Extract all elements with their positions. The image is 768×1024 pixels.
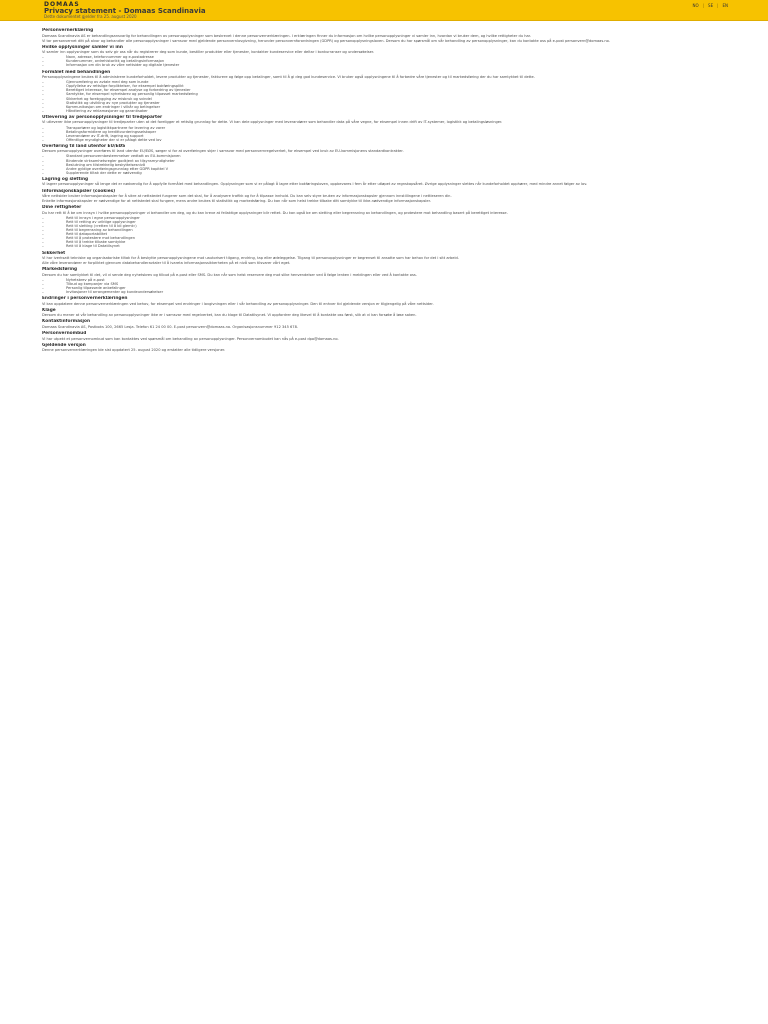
list-item-text: Samtykke, for eksempel nyhetsbrev og personlig tilpasset markedsføring xyxy=(66,92,198,97)
bullet-icon: – xyxy=(42,240,44,245)
document-body xyxy=(42,26,702,1022)
list-item-text: Standard personvernbestemmelser vedtatt av EU-kommisjonen xyxy=(66,154,181,159)
list-item xyxy=(42,63,702,67)
list-item xyxy=(42,109,702,113)
bullet-icon: – xyxy=(42,92,44,97)
paragraph: Alle våre leverandører er forpliktet gjennom databehandleravtaler til å ivareta informasjonssikkerheten på et nivå som tilsvarer vårt eget. xyxy=(42,261,291,266)
list-item xyxy=(42,171,702,175)
bullet-icon: – xyxy=(42,154,44,159)
list-item-text: Supplerende tiltak der dette er nødvendig xyxy=(66,170,142,175)
list-item-text: Bindende virksomhetsregler godkjent av tilsynsmyndigheter xyxy=(66,158,175,163)
section-heading: Markedsføring xyxy=(42,267,78,273)
list-item xyxy=(42,138,702,142)
list-item xyxy=(42,244,702,248)
bullet-icon: – xyxy=(42,290,44,295)
section-heading: Overføring til land utenfor EU/EØS xyxy=(42,143,126,149)
divider: | xyxy=(702,3,705,8)
list-item-text: Rett til å klage til Datatilsynet xyxy=(66,244,120,249)
list-item-text: Andre gyldige overføringsgrunnlag etter GDPR kapittel V xyxy=(66,166,169,171)
section-heading: Formålet med behandlingen xyxy=(42,69,111,75)
page-title: Privacy statement - Domaas Scandinavia xyxy=(44,7,206,15)
brand-logo[interactable]: DOMAAS xyxy=(44,1,80,8)
paragraph: Du har rett til å be om innsyn i hvilke personopplysninger vi behandler om deg, og du kan kreve at feilaktige opplysninger blir rettet. Du kan også be om sletting eller begrensning av behandlingen, og protestere mot behandling basert på berettiget interesse. xyxy=(42,210,508,215)
list-item-text: Leverandører av IT-drift, lagring og support xyxy=(66,133,144,138)
lang-link-en[interactable]: EN xyxy=(722,3,728,8)
bullet-icon: – xyxy=(42,59,44,64)
paragraph: Personopplysningene brukes til å administrere kundeforholdet, levere produkter og tjenester, fakturere og følge opp betalinger, samt til å gi deg god kundeservice. Vi bruker også opplysningene til å forbedre våre tjenester og til markedsføring der du har samtykket til dette. xyxy=(42,75,535,80)
paragraph: Dersom du mener at vår behandling av personopplysninger ikke er i samsvar med regelverket, kan du klage til Datatilsynet. Vi oppfordrer deg likevel til å kontakte oss først, slik at vi kan forsøke å løse saken. xyxy=(42,313,417,318)
bullet-icon: – xyxy=(42,158,44,163)
bullet-icon: – xyxy=(42,281,44,286)
section-heading: Utlevering av personopplysninger til tredjeparter xyxy=(42,114,163,120)
bullet-icon: – xyxy=(42,215,44,220)
bullet-icon: – xyxy=(42,133,44,138)
bullet-icon: – xyxy=(42,55,44,60)
bullet-icon: – xyxy=(42,100,44,105)
list-item-text: Rett til å protestere mot behandlingen xyxy=(66,236,135,241)
paragraph: Denne personvernerklæringen ble sist oppdatert 25. august 2020 og erstatter alle tidligere versjoner. xyxy=(42,348,226,353)
paragraph: Enkelte informasjonskapsler er nødvendige for at nettstedet skal fungere, mens andre brukes til statistikk og markedsføring. Du kan når som helst trekke tilbake ditt samtykke til ikke-nødvendige informasjonskapsler. xyxy=(42,199,431,204)
section-heading: Hvilke opplysninger samler vi inn xyxy=(42,44,123,50)
list-item-text: Rett til begrensning av behandlingen xyxy=(66,228,133,233)
bullet-icon: – xyxy=(42,96,44,101)
section-heading: Dine rettigheter xyxy=(42,205,82,211)
list-item-text: Navn, adresse, telefonnummer og e-postadresse xyxy=(66,55,154,60)
bullet-icon: – xyxy=(42,228,44,233)
bullet-list xyxy=(42,126,702,142)
section-heading: Gjeldende versjon xyxy=(42,342,86,348)
bullet-icon: – xyxy=(42,232,44,237)
bullet-list xyxy=(42,55,702,67)
list-item-text: Betalingsformidlere og kredittvurderingsselskaper xyxy=(66,129,157,134)
list-item-text: Rett til sletting («retten til å bli glemt») xyxy=(66,224,137,228)
bullet-icon: – xyxy=(42,104,44,109)
paragraph: Vi har utpekt et personvernombud som kan kontaktes ved spørsmål om behandling av personopplysninger. Personvernombudet kan nås på e-post dpo@domaas.no. xyxy=(42,336,339,341)
language-switcher xyxy=(693,3,728,8)
paragraph: Våre nettsider bruker informasjonskapsler for å sikre at nettstedet fungerer som det skal, for å analysere trafikk og for å tilpasse innhold. Du kan selv styre bruken av informasjonskapsler gjennom innstillingene i nettleseren din. xyxy=(42,194,452,199)
paragraph: Dersom du har samtykket til det, vil vi sende deg nyhetsbrev og tilbud på e-post eller SMS. Du kan når som helst reservere deg mot slike henvendelser ved å følge lenken i meldingen eller ved å kontakte oss. xyxy=(42,272,417,277)
list-item-text: Invitasjoner til arrangementer og kundeundersøkelser xyxy=(66,290,164,295)
bullet-icon: – xyxy=(42,162,44,167)
section-heading: Personvernerklæring xyxy=(42,28,94,33)
list-item-text: Rett til dataportabilitet xyxy=(66,232,108,237)
section-heading: Sikkerhet xyxy=(42,250,66,256)
bullet-icon: – xyxy=(42,286,44,291)
list-item-text: Statistikk og utvikling av nye produkter og tjenester xyxy=(66,100,160,105)
section-heading: Lagring og sletting xyxy=(42,176,89,182)
bullet-icon: – xyxy=(42,244,44,249)
list-item-text: Informasjon om din bruk av våre nettsider og digitale tjenester xyxy=(66,63,180,68)
paragraph: Domaas Scandinavia AS er behandlingsansvarlig for behandlingen av personopplysninger som beskrevet i denne personvernerklæringen. I erklæringen finner du informasjon om hvilke personopplysninger vi samler inn, hvordan vi bruker dem, og hvilke rettigheter du har. xyxy=(42,33,531,38)
section-heading: Endringer i personvernerklæringen xyxy=(42,296,128,302)
paragraph: Dersom personopplysninger overføres til land utenfor EU/EØS, sørger vi for at overføringen skjer i samsvar med personvernregelverket, for eksempel ved bruk av EU-kommisjonens standardkontrakter. xyxy=(42,149,404,154)
list-item-text: Gjennomføring av avtale med deg som kunde xyxy=(66,80,149,85)
list-item-text: Rett til retting av uriktige opplysninger xyxy=(66,219,136,224)
bullet-list xyxy=(42,278,702,294)
list-item-text: Transportører og logistikkpartnere for levering av varer xyxy=(66,125,166,130)
list-item-text: Oppfyllelse av rettslige forpliktelser, for eksempel bokføringsplikt xyxy=(66,84,184,89)
list-item-text: Rett til innsyn i egne personopplysninger xyxy=(66,215,140,220)
list-item-text: Sikkerhet og forebygging av misbruk og svindel xyxy=(66,96,152,101)
bullet-icon: – xyxy=(42,219,44,224)
paragraph: Vi lagrer personopplysninger så lenge det er nødvendig for å oppfylle formålet med behandlingen. Opplysninger som vi er pålagt å lagre etter bokføringsloven, oppbevares i fem år etter utløpet av regnskapsåret. Øvrige opplysninger slettes når kundeforholdet opphører, med mindre annet følger av lov. xyxy=(42,182,588,187)
list-item-text: Offentlige myndigheter der vi er pålagt dette ved lov xyxy=(66,137,162,142)
paragraph: Domaas Scandinavia AS, Postboks 100, 2665 Lesja. Telefon 61 24 00 00. E-post personvern@domaas.no. Organisasjonsnummer 912 345 678. xyxy=(42,324,299,329)
paragraph: Vi utleverer ikke personopplysninger til tredjeparter uten at det foreligger et rettslig grunnlag for dette. Vi kan dele opplysninger med leverandører som behandler data på våre vegne, for eksempel innen drift av IT-systemer, logistikk og betalingsløsninger. xyxy=(42,120,503,125)
list-item-text: Kommunikasjon om endringer i vilkår og betingelser xyxy=(66,104,161,109)
bullet-icon: – xyxy=(42,137,44,142)
bullet-icon: – xyxy=(42,84,44,89)
bullet-icon: – xyxy=(42,129,44,134)
bullet-icon: – xyxy=(42,166,44,171)
page-subtitle: Dette dokumentet gjelder fra 25. august 2020 xyxy=(44,14,137,19)
header-banner xyxy=(0,0,768,21)
bullet-list xyxy=(42,80,702,113)
paragraph: Vi samler inn opplysninger som du selv gir oss når du registrerer deg som kunde, bestiller produkter eller tjenester, kontakter kundeservice eller deltar i konkurranser og undersøkelser. xyxy=(42,50,375,55)
section-heading: Informasjonskapsler (cookies) xyxy=(42,188,116,194)
list-item-text: Personlig tilpassede anbefalinger xyxy=(66,286,126,291)
list-item-text: Kundenummer, ordrehistorikk og betalingsinformasjon xyxy=(66,59,165,64)
lang-link-no[interactable]: NO xyxy=(692,3,699,8)
section-heading: Kontaktinformasjon xyxy=(42,319,91,325)
bullet-list xyxy=(42,216,702,249)
list-item-text: Nyhetsbrev på e-post xyxy=(66,277,105,282)
bullet-icon: – xyxy=(42,125,44,130)
bullet-icon: – xyxy=(42,170,44,175)
list-item-text: Håndtering av reklamasjoner og garantisaker xyxy=(66,108,148,113)
bullet-icon: – xyxy=(42,236,44,241)
list-item-text: Tilbud og kampanjer via SMS xyxy=(66,281,119,286)
section-heading: Personvernombud xyxy=(42,331,87,336)
bullet-icon: – xyxy=(42,88,44,93)
section-heading: Klage xyxy=(42,307,56,313)
list-item xyxy=(42,290,702,294)
bullet-icon: – xyxy=(42,108,44,113)
bullet-icon: – xyxy=(42,63,44,68)
bullet-list xyxy=(42,154,702,174)
lang-link-se[interactable]: SE xyxy=(708,3,714,8)
paragraph: Vi har iverksatt tekniske og organisatoriske tiltak for å beskytte personopplysningene mot uautorisert tilgang, endring, tap eller ødeleggelse. Tilgang til personopplysninger er begrenset til ansatte som har behov for det i sitt arbeid. xyxy=(42,256,459,261)
list-item-text: Berettiget interesse, for eksempel analyse og forbedring av tjenester xyxy=(66,88,191,93)
bullet-icon: – xyxy=(42,224,44,228)
bullet-icon: – xyxy=(42,80,44,85)
paragraph: Vi kan oppdatere denne personvernerklæringen ved behov, for eksempel ved endringer i lovgivningen eller i vår behandling av personopplysninger. Den til enhver tid gjeldende versjon er tilgjengelig på våre nettsider. xyxy=(42,301,434,306)
list-item-text: Rett til å trekke tilbake samtykke xyxy=(66,240,126,245)
bullet-icon: – xyxy=(42,277,44,282)
paragraph: Vi tar personvernet ditt på alvor og behandler alle personopplysninger i samsvar med gjeldende personvernlovgivning, herunder personvernforordningen (GDPR) og personopplysningsloven. Dersom du har spørsmål om vår behandling av personopplysninger, kan du kontakte oss på e-post personvern@domaas.no. xyxy=(42,38,610,43)
list-item-text: Beslutning om tilstrekkelig beskyttelsesnivå xyxy=(66,162,146,167)
divider: | xyxy=(717,3,719,8)
